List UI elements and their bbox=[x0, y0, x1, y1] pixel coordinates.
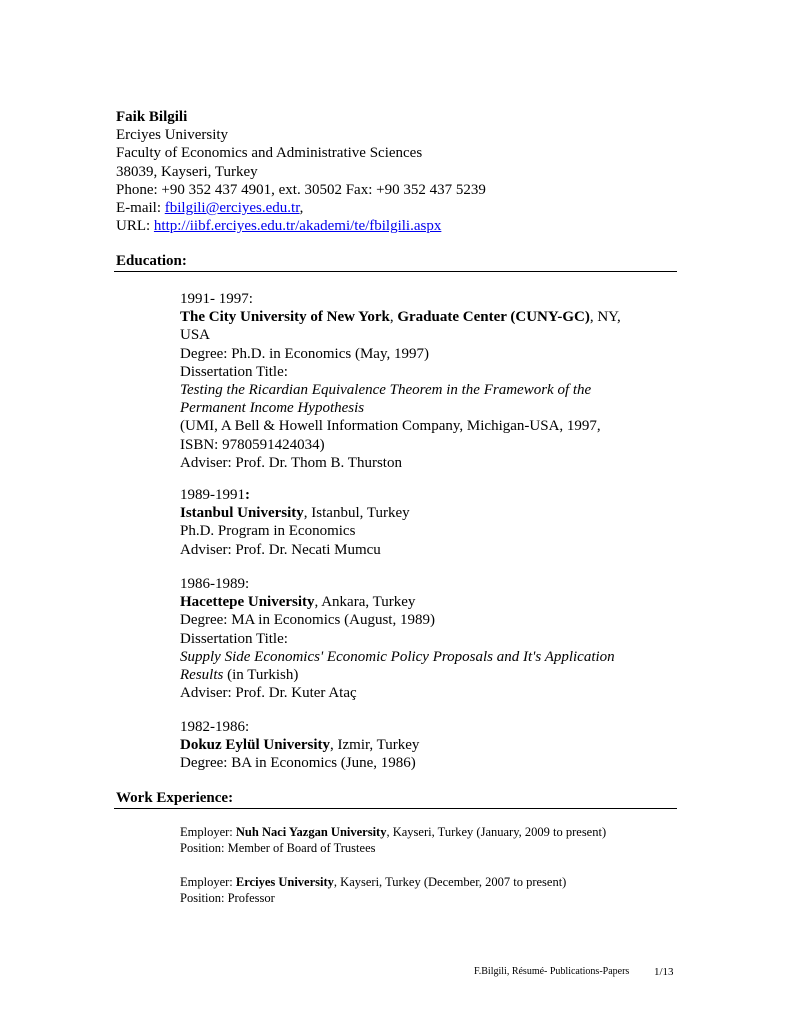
person-name: Faik Bilgili bbox=[116, 109, 188, 125]
url-link[interactable]: http://iibf.erciyes.edu.tr/akademi/te/fbilgili.aspx bbox=[153, 218, 442, 235]
adviser: Adviser: Prof. Dr. Kuter Ataç bbox=[180, 685, 357, 702]
work-rule bbox=[114, 808, 677, 809]
page-number: 1/13 bbox=[654, 966, 674, 978]
dissertation-title-1: Supply Side Economics' Economic Policy Proposals and It's Application bbox=[180, 648, 615, 665]
education-entry-hacettepe bbox=[180, 575, 650, 702]
entry-program: Ph.D. Program in Economics bbox=[180, 523, 356, 540]
entry-years: 1982-1986: bbox=[180, 719, 250, 735]
publisher-1: (UMI, A Bell & Howell Information Company, Michigan-USA, 1997, bbox=[180, 418, 601, 435]
address: 38039, Kayseri, Turkey bbox=[116, 163, 258, 180]
education-heading: Education: bbox=[116, 253, 187, 269]
entry-degree: Degree: BA in Economics (June, 1986) bbox=[180, 755, 416, 772]
job-employer: Employer: Erciyes University, Kayseri, Turkey (December, 2007 to present) bbox=[180, 875, 567, 889]
phone-fax: Phone: +90 352 437 4901, ext. 30502 Fax: +90 352 437 5239 bbox=[116, 181, 486, 198]
email-line bbox=[116, 199, 486, 217]
contact-block bbox=[116, 108, 486, 235]
publisher-2: ISBN: 9780591424034) bbox=[180, 436, 325, 453]
dissertation-title-1: Testing the Ricardian Equivalence Theorem in the Framework of the bbox=[180, 382, 592, 399]
education-entry-istanbul bbox=[180, 486, 650, 559]
dissertation-label: Dissertation Title: bbox=[180, 363, 288, 380]
dissertation-title-2: Results (in Turkish) bbox=[180, 667, 299, 684]
education-rule bbox=[114, 271, 677, 272]
url-label: URL: bbox=[116, 218, 154, 235]
education-entry-cuny bbox=[180, 290, 650, 472]
job-entry bbox=[180, 874, 566, 906]
url-line bbox=[116, 217, 486, 235]
job-employer: Employer: Nuh Naci Yazgan University, Kayseri, Turkey (January, 2009 to present) bbox=[180, 825, 607, 839]
email-link[interactable]: fbilgili@erciyes.edu.tr bbox=[164, 200, 300, 217]
email-label: E-mail: bbox=[116, 200, 165, 217]
entry-years: 1986-1989: bbox=[180, 576, 250, 592]
institution: Erciyes University bbox=[116, 127, 229, 144]
dissertation-label: Dissertation Title: bbox=[180, 630, 288, 647]
faculty: Faculty of Economics and Administrative Sciences bbox=[116, 145, 423, 162]
job-entry bbox=[180, 824, 606, 856]
job-position: Position: Member of Board of Trustees bbox=[180, 841, 376, 855]
email-suffix: , bbox=[299, 200, 304, 217]
entry-school: Dokuz Eylül University, Izmir, Turkey bbox=[180, 737, 420, 754]
adviser: Adviser: Prof. Dr. Thom B. Thurston bbox=[180, 454, 402, 471]
education-entry-dokuz bbox=[180, 718, 650, 773]
dissertation-title-2: Permanent Income Hypothesis bbox=[180, 400, 365, 417]
entry-degree: Degree: MA in Economics (August, 1989) bbox=[180, 612, 435, 629]
entry-school: The City University of New York, Graduate Center (CUNY-GC), NY, bbox=[180, 309, 621, 326]
footer-doc-label: F.Bilgili, Résumé- Publications-Papers bbox=[474, 966, 630, 977]
entry-school: Istanbul University, Istanbul, Turkey bbox=[180, 505, 410, 522]
entry-school: Hacettepe University, Ankara, Turkey bbox=[180, 594, 416, 611]
job-position: Position: Professor bbox=[180, 891, 275, 905]
entry-years: 1991- 1997: bbox=[180, 291, 253, 307]
adviser: Adviser: Prof. Dr. Necati Mumcu bbox=[180, 541, 381, 558]
entry-degree: Degree: Ph.D. in Economics (May, 1997) bbox=[180, 345, 429, 362]
entry-years: 1989-1991: bbox=[180, 487, 250, 503]
entry-location-cont: USA bbox=[180, 327, 211, 344]
work-heading: Work Experience: bbox=[116, 790, 234, 806]
